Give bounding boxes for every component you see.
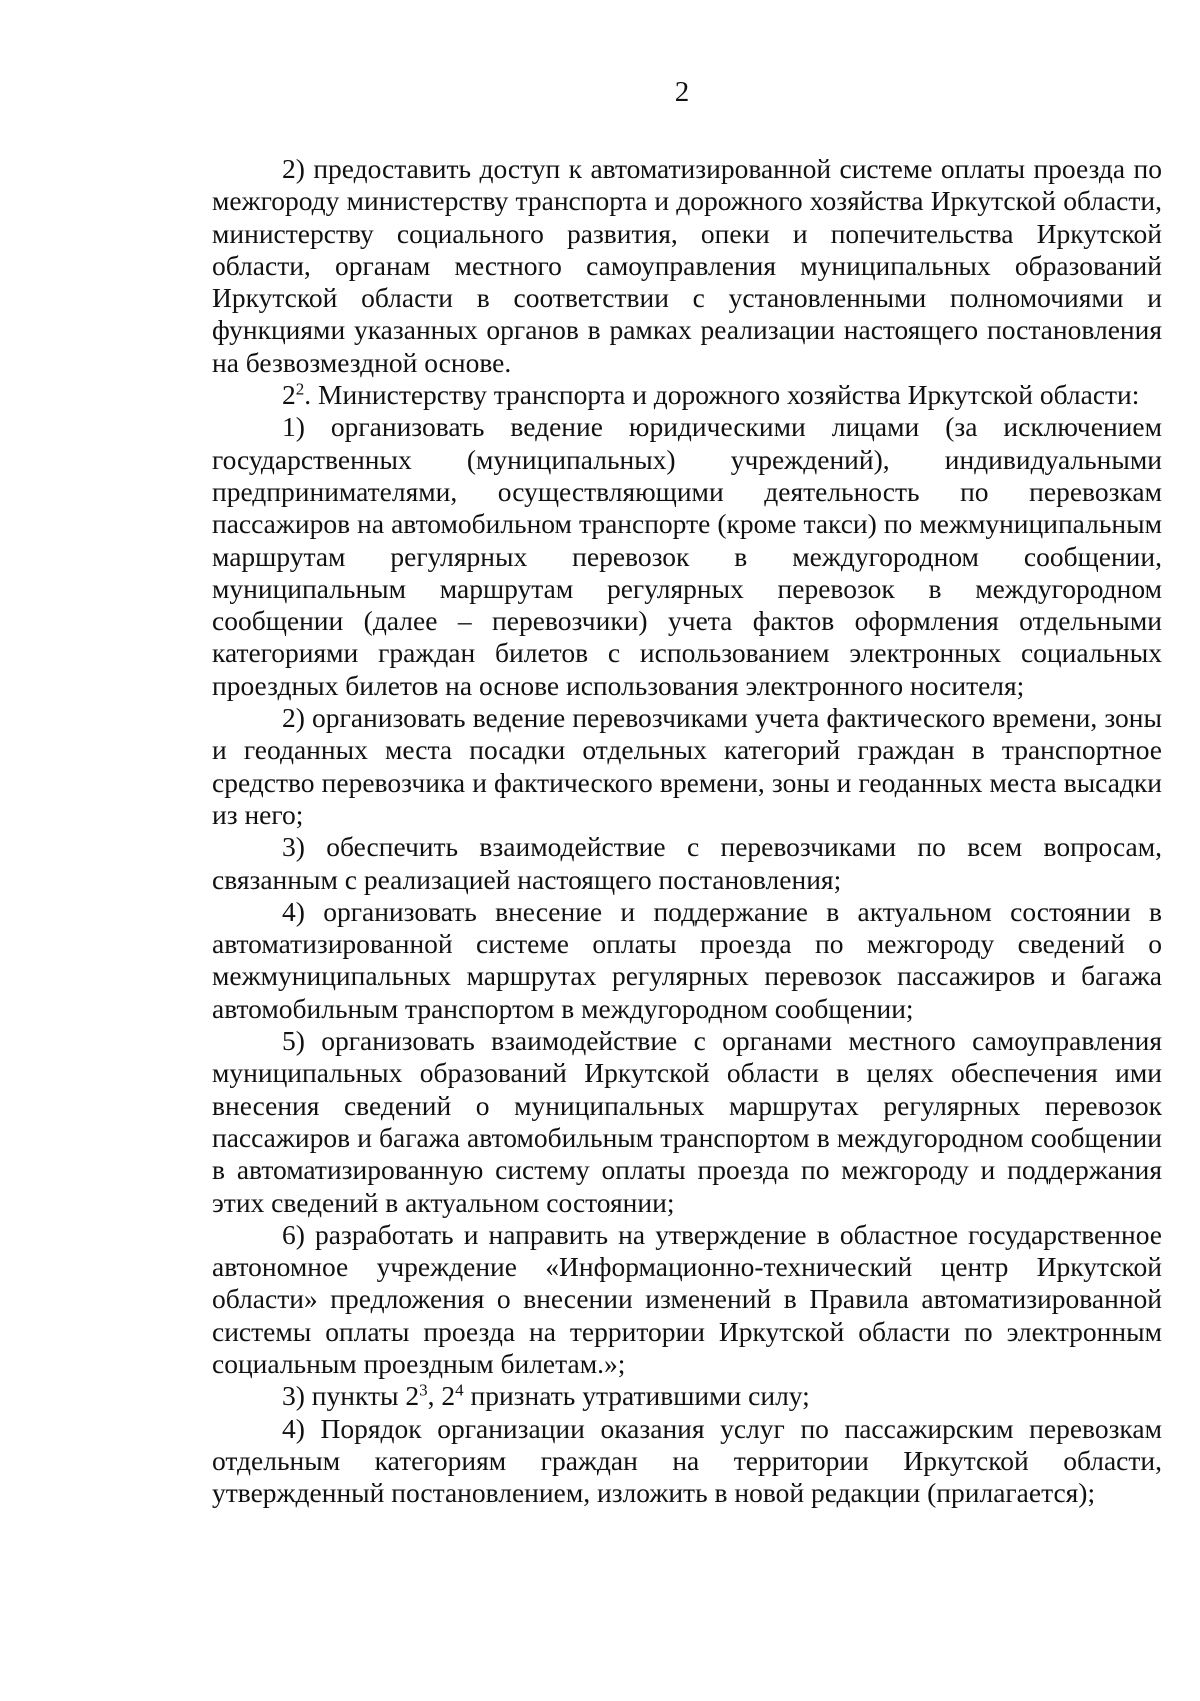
paragraph-item-5: 5) организовать взаимодействие с органами местного самоуправления муниципальных образований Иркутской области в целях обеспечения ими внесения сведений о муниципальных маршрутах регулярных перевозок пассажиров и багажа автомобильным транспортом в междугородном сообщении в автоматизированную систему оплаты проезда по межгороду и поддержания этих сведений в актуальном состоянии; bbox=[212, 1025, 1162, 1218]
section-heading-text: . Министерству транспорта и дорожного хозяйства Иркутской области: bbox=[304, 379, 1140, 411]
paragraph-item-1: 1) организовать ведение юридическими лицами (за исключением государственных (муниципальных) учреждений), индивидуальными предпринимателями, осуществляющими деятельность по перевозкам пассажиров на автомобильном транспорте (кроме такси) по межмуниципальным маршрутам регулярных перевозок в междугородном сообщении, муниципальным маршрутам регулярных перевозок в междугородном сообщении (далее – перевозчики) учета фактов оформления отдельными категориями граждан билетов с использованием электронных социальных проездных билетов на основе использования электронного носителя; bbox=[212, 411, 1162, 701]
paragraph-section-2-2 bbox=[212, 379, 1162, 411]
section-number: 2 bbox=[282, 379, 296, 411]
amendment-text-mid: , 2 bbox=[427, 1380, 456, 1412]
paragraph-item-4: 4) организовать внесение и поддержание в актуальном состоянии в автоматизированной системе оплаты проезда по межгороду сведений о межмуниципальных маршрутах регулярных перевозок пассажиров и багажа автомобильным транспортом в междугородном сообщении; bbox=[212, 895, 1162, 1024]
section-superscript: 2 bbox=[295, 379, 305, 399]
amendment-text-start: 3) пункты 2 bbox=[282, 1380, 420, 1412]
document-body bbox=[212, 153, 1162, 1509]
paragraph-amendment-3 bbox=[212, 1380, 1162, 1412]
amendment-superscript-2: 4 bbox=[455, 1380, 464, 1400]
amendment-superscript-1: 3 bbox=[419, 1380, 428, 1400]
paragraph-amendment-4: 4) Порядок организации оказания услуг по пассажирским перевозкам отдельным категориям граждан на территории Иркутской области, утвержденный постановлением, изложить в новой редакции (прилагается); bbox=[212, 1412, 1162, 1509]
paragraph-item-3: 3) обеспечить взаимодействие с перевозчиками по всем вопросам, связанным с реализацией настоящего постановления; bbox=[212, 831, 1162, 895]
paragraph-item-2: 2) организовать ведение перевозчиками учета фактического времени, зоны и геоданных места посадки отдельных категорий граждан в транспортное средство перевозчика и фактического времени, зоны и геоданных места высадки из него; bbox=[212, 702, 1162, 830]
paragraph-item-6: 6) разработать и направить на утверждение в областное государственное автономное учреждение «Информационно-технический центр Иркутской области» предложения о внесении изменений в Правила автоматизированной системы оплаты проезда на территории Иркутской области по электронным социальным проездным билетам.»; bbox=[212, 1218, 1162, 1379]
page-number: 2 bbox=[674, 76, 690, 108]
amendment-text-end: признать утратившими силу; bbox=[463, 1380, 810, 1412]
paragraph-item-2-access: 2) предоставить доступ к автоматизированной системе оплаты проезда по межгороду министерству транспорта и дорожного хозяйства Иркутской области, министерству социального развития, опеки и попечительства Иркутской области, органам местного самоуправления муниципальных образований Иркутской области в соответствии с установленными полномочиями и функциями указанных органов в рамках реализации настоящего постановления на безвозмездной основе. bbox=[212, 153, 1162, 378]
